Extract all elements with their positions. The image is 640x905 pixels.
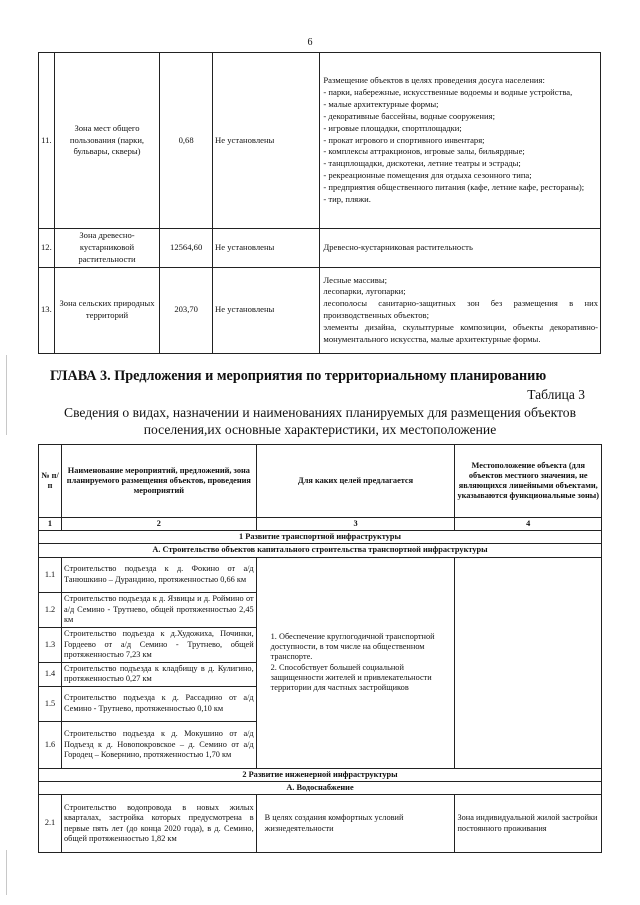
header-location: Местоположение объекта (для объектов местного значения, не являющихся линейными объектами, указываются функциональные зоны) xyxy=(455,445,602,518)
use-line: Древесно-кустарниковая растительность xyxy=(323,241,473,252)
scan-edge-mark xyxy=(6,355,7,435)
table-row xyxy=(39,557,602,592)
section-row xyxy=(39,768,602,781)
col-number: 1 xyxy=(39,518,62,531)
zone-uses xyxy=(320,229,601,268)
zone-name: Зона мест общего пользования (парки, бульвары, скверы) xyxy=(54,53,159,229)
table-label: Таблица 3 xyxy=(527,387,585,402)
table-row xyxy=(39,795,602,853)
measure-location: Зона индивидуальной жилой застройки постоянного проживания xyxy=(455,795,602,853)
section-title: 1 Развитие транспортной инфраструктуры xyxy=(39,531,602,544)
use-line: - предприятия общественного питания (кафе, летние кафе, рестораны); xyxy=(323,182,585,193)
chapter-heading: ГЛАВА 3. Предложения и мероприятия по территориальному планированию xyxy=(50,368,547,384)
goal-line: 1. Обеспечение круглогодичной транспортной доступности, в том числе на общественном транспорте. xyxy=(270,632,435,662)
use-line: - танцплощадки, дискотеки, летние театры и эстрады; xyxy=(323,158,521,169)
zone-name: Зона древесно-кустарниковой растительности xyxy=(54,229,159,268)
row-number: 11. xyxy=(39,53,55,229)
header-row xyxy=(39,445,602,518)
section-row xyxy=(39,531,602,544)
use-line: лесопарки, лугопарки; xyxy=(323,286,406,297)
row-number: 2.1 xyxy=(39,795,62,853)
measure-name: Строительство подъезда к д. Фокино от а/д Танюшкино – Дурандино, протяженностью 0,66 км xyxy=(62,557,257,592)
measure-name: Строительство подъезда к д. Мокушино от а/д Подъезд к д. Новопокровское – д. Семино от а/д Городец – Ковернино, протяженностью 1,70 км xyxy=(62,721,257,768)
header-name: Наименование мероприятий, предложений, зона планируемого размещения объектов, проведения мероприятий xyxy=(62,445,257,518)
use-line: Размещение объектов в целях проведения досуга населения: xyxy=(323,75,545,86)
use-line: - комплексы аттракционов, игровые залы, бильярдные; xyxy=(323,146,525,157)
use-line: - прокат игрового и спортивного инвентаря; xyxy=(323,134,485,145)
measure-location xyxy=(455,557,602,768)
subsection-row xyxy=(39,544,602,557)
use-line: Лесные массивы; xyxy=(323,274,387,285)
subsection-title: А. Водоснабжение xyxy=(39,781,602,794)
measure-name: Строительство подъезда к д. Рассадино от а/д Семино - Трутнево, протяженностью 0,10 км xyxy=(62,686,257,721)
zones-table xyxy=(38,52,601,354)
header-num: № п/п xyxy=(39,445,62,518)
row-number: 1.4 xyxy=(39,662,62,686)
scan-edge-mark xyxy=(6,850,7,895)
header-goal: Для каких целей предлагается xyxy=(256,445,455,518)
use-line: - тир, пляжи. xyxy=(323,194,371,205)
subsection-row xyxy=(39,781,602,794)
zone-uses xyxy=(320,267,601,353)
measure-name: Строительство подъезда к д. Язвицы и д. Роймино от а/д Семино - Трутнево, общей протяженностью 2,45 км xyxy=(62,592,257,627)
col-number: 3 xyxy=(256,518,455,531)
row-number: 1.1 xyxy=(39,557,62,592)
zone-limits: Не установлены xyxy=(213,53,320,229)
use-line: - малые архитектурные формы; xyxy=(323,98,439,109)
measure-goal: В целях создания комфортных условий жизнедеятельности xyxy=(256,795,455,853)
zone-area: 203,70 xyxy=(160,267,213,353)
use-line: элементы дизайна, скульптурные композиции, объекты декоративно-монументального искусства, малые архитектурные формы. xyxy=(323,322,598,345)
measure-goal xyxy=(256,557,455,768)
use-line: - рекреационные помещения для отдыха сезонного типа; xyxy=(323,170,532,181)
subsection-title: А. Строительство объектов капитального строительства транспортной инфраструктуры xyxy=(39,544,602,557)
table-row xyxy=(39,229,601,268)
table-row xyxy=(39,53,601,229)
use-line: - парки, набережные, искусственные водоемы и водные устройства, xyxy=(323,86,573,97)
zone-limits: Не установлены xyxy=(213,267,320,353)
table-row xyxy=(39,267,601,353)
col-number: 4 xyxy=(455,518,602,531)
measure-name: Строительство подъезда к д.Художиха, Починки, Гордеево от а/д Семино - Трутнево, общей протяженностью 7,23 км xyxy=(62,627,257,662)
goal-line: 2. Способствует большей социальной защищенности жителей и привлекательности территории для частных застройщиков xyxy=(270,662,432,693)
section-title: 2 Развитие инженерной инфраструктуры xyxy=(39,768,602,781)
measure-name: Строительство водопровода в новых жилых кварталах, застройка которых предусмотрена в первые пять лет (до конца 2020 года), в д. Семино, общей протяженностью 1,82 км xyxy=(62,795,257,853)
zone-uses xyxy=(320,53,601,229)
row-number: 1.5 xyxy=(39,686,62,721)
row-number: 1.3 xyxy=(39,627,62,662)
use-line: - игровые площадки, спортплощадки; xyxy=(323,122,462,133)
page-number: 6 xyxy=(307,37,313,48)
table-caption: Сведения о видах, назначении и наименованиях планируемых для размещения объектов поселения,их основные характеристики, их местоположение xyxy=(64,405,576,437)
column-number-row xyxy=(39,518,602,531)
use-line: - декоративные бассейны, водные сооружения; xyxy=(323,110,495,121)
zone-area: 0,68 xyxy=(160,53,213,229)
zone-limits: Не установлены xyxy=(213,229,320,268)
col-number: 2 xyxy=(62,518,257,531)
zone-name: Зона сельских природных территорий xyxy=(54,267,159,353)
use-line: лесополосы санитарно-защитных зон без размещения в них производственных объектов; xyxy=(323,298,598,321)
row-number: 1.6 xyxy=(39,721,62,768)
planned-objects-table xyxy=(38,444,602,853)
row-number: 12. xyxy=(39,229,55,268)
row-number: 13. xyxy=(39,267,55,353)
zone-area: 12564,60 xyxy=(160,229,213,268)
row-number: 1.2 xyxy=(39,592,62,627)
measure-name: Строительство подъезда к кладбищу в д. Кулигино, протяженностью 0,27 км xyxy=(62,662,257,686)
